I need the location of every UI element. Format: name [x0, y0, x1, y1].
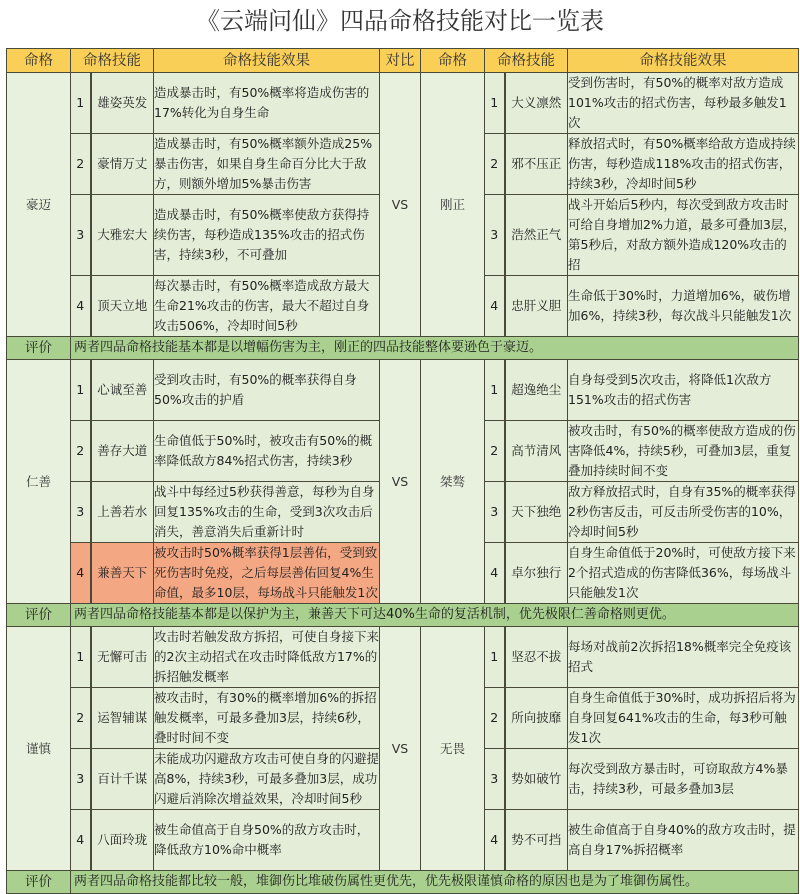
- evaluation-text: 两者四品命格技能基本都是以增幅伤害为主，刚正的四品技能整体要逊色于豪迈。: [71, 337, 799, 360]
- skill-number: 1: [71, 360, 91, 421]
- skill-effect: 受到伤害时，有50%的概率对敌方造成101%攻击的招式伤害，每秒最多触发1次: [568, 73, 799, 134]
- skill-effect: 生命低于30%时，力道增加6%，破伤增加6%，持续3秒，每次战斗只能触发1次: [568, 276, 799, 337]
- skill-effect: 未能成功闪避敌方攻击可使自身的闪避提高8%，持续3秒，可最多叠加3层，成功闪避后消除次增益效果，冷却时间5秒: [154, 749, 380, 810]
- header-right-category: 命格: [421, 49, 485, 73]
- skill-name: 豪情万丈: [91, 134, 154, 195]
- header-left-category: 命格: [7, 49, 71, 73]
- skill-number: 4: [71, 276, 91, 337]
- header-right-skill: 命格技能: [485, 49, 568, 73]
- right-category: 无畏: [421, 627, 485, 871]
- skill-number: 3: [485, 195, 505, 276]
- skill-effect: 生命值低于50%时，被攻击有50%的概率降低敌方84%招式伤害，持续3秒: [154, 421, 380, 482]
- skill-effect: 敌方释放招式时，自身有35%的概率获得2秒伤害反击，可反击所受伤害的10%，冷却时间5秒: [568, 482, 799, 543]
- skill-name: 顶天立地: [91, 276, 154, 337]
- skill-name: 天下独绝: [505, 482, 568, 543]
- skill-effect: 自身生命值低于20%时，可使敌方接下来2个招式造成的伤害降低36%，每场战斗只能触发1次: [568, 543, 799, 604]
- header-left-effect: 命格技能效果: [154, 49, 380, 73]
- skill-name: 兼善天下: [91, 543, 154, 604]
- skill-number: 4: [71, 810, 91, 871]
- skill-effect: 每次暴击时，有50%概率造成敌方最大生命21%攻击的伤害，最大不超过自身攻击506%，冷却时间5秒: [154, 276, 380, 337]
- skill-effect: 被攻击时，有50%的概率使敌方造成的伤害降低4%，持续5秒，可叠加3层，重复叠加持续时间不变: [568, 421, 799, 482]
- skill-effect: 被攻击时，有30%的概率增加6%的拆招触发概率，可最多叠加3层，持续6秒，叠时时间不变: [154, 688, 380, 749]
- skill-name: 所向披靡: [505, 688, 568, 749]
- right-category: 桀骜: [421, 360, 485, 604]
- skill-effect: 被生命值高于自身50%的敌方攻击时，降低敌方10%命中概率: [154, 810, 380, 871]
- table-row: [7, 627, 799, 688]
- skill-number: 1: [71, 73, 91, 134]
- skill-name: 高节清风: [505, 421, 568, 482]
- skill-number: 2: [71, 134, 91, 195]
- page-title: 《云端问仙》四品命格技能对比一览表: [196, 7, 604, 35]
- evaluation-text: 两者四品命格技能基本都是以保护为主，兼善天下可达40%生命的复活机制，优先极限仁善命格则更优。: [71, 604, 799, 627]
- skill-name: 大雅宏大: [91, 195, 154, 276]
- skill-name: 坚忍不拔: [505, 627, 568, 688]
- skill-name: 浩然正气: [505, 195, 568, 276]
- skill-effect: 战斗开始后5秒内，每次受到敌方攻击时可给自身增加2%力道，最多可叠加3层，第5秒后，对敌方额外造成120%攻击的招: [568, 195, 799, 276]
- skill-name: 八面玲珑: [91, 810, 154, 871]
- skill-name: 无懈可击: [91, 627, 154, 688]
- comparison-table: [6, 48, 799, 894]
- skill-number: 2: [485, 134, 505, 195]
- evaluation-row: [7, 337, 799, 360]
- skill-effect: 造成暴击时，有50%概率使敌方获得持续伤害，每秒造成135%攻击的招式伤害，持续3秒，不可叠加: [154, 195, 380, 276]
- skill-effect: 自身生命值低于30%时，成功拆招后将为自身回复641%攻击的生命，每3秒可触发1次: [568, 688, 799, 749]
- right-category: 刚正: [421, 73, 485, 337]
- evaluation-text: 两者四品命格技能都比较一般，堆御伤比堆破伤属性更优先，优先极限谨慎命格的原因也是为了堆御伤属性。: [71, 871, 799, 894]
- skill-name: 上善若水: [91, 482, 154, 543]
- skill-number: 4: [71, 543, 91, 604]
- skill-effect: 每次受到敌方暴击时，可窃取敌方4%暴击，持续3秒，可最多叠加3层: [568, 749, 799, 810]
- skill-effect: 被攻击时50%概率获得1层善佑，受到致死伤害时免疫，之后每层善佑回复4%生命值，最多10层，每场战斗只能触发1次: [154, 543, 380, 604]
- skill-effect: 每场对战前2次拆招18%概率完全免疫该招式: [568, 627, 799, 688]
- table-row: [7, 360, 799, 421]
- skill-number: 2: [71, 421, 91, 482]
- skill-effect: 释放招式时，有50%概率给敌方造成持续伤害，每秒造成118%攻击的招式伤害，持续3秒，冷却时间5秒: [568, 134, 799, 195]
- left-category: 豪迈: [7, 73, 71, 337]
- skill-name: 势不可挡: [505, 810, 568, 871]
- skill-name: 善存大道: [91, 421, 154, 482]
- skill-number: 2: [485, 421, 505, 482]
- left-category: 仁善: [7, 360, 71, 604]
- header-compare: 对比: [380, 49, 421, 73]
- skill-name: 百计千谋: [91, 749, 154, 810]
- skill-name: 卓尔独行: [505, 543, 568, 604]
- skill-number: 1: [485, 360, 505, 421]
- header-right-effect: 命格技能效果: [568, 49, 799, 73]
- skill-name: 忠肝义胆: [505, 276, 568, 337]
- skill-number: 3: [71, 749, 91, 810]
- skill-name: 邪不压正: [505, 134, 568, 195]
- skill-number: 3: [485, 482, 505, 543]
- skill-number: 4: [485, 276, 505, 337]
- skill-number: 3: [485, 749, 505, 810]
- skill-number: 4: [485, 810, 505, 871]
- vs-label: VS: [380, 360, 421, 604]
- header-left-skill: 命格技能: [71, 49, 154, 73]
- skill-number: 1: [71, 627, 91, 688]
- skill-name: 大义凛然: [505, 73, 568, 134]
- skill-effect: 战斗中每经过5秒获得善意，每秒为自身回复135%攻击的生命，受到3次攻击后消失，善意消失后重新计时: [154, 482, 380, 543]
- skill-number: 1: [485, 73, 505, 134]
- skill-name: 心诚至善: [91, 360, 154, 421]
- evaluation-label: 评价: [7, 871, 71, 894]
- left-category: 谨慎: [7, 627, 71, 871]
- evaluation-row: [7, 604, 799, 627]
- skill-effect: 受到攻击时，有50%的概率获得自身50%攻击的护盾: [154, 360, 380, 421]
- skill-number: 4: [485, 543, 505, 604]
- skill-name: 运智辅谋: [91, 688, 154, 749]
- skill-effect: 被生命值高于自身40%的敌方攻击时，提高自身17%拆招概率: [568, 810, 799, 871]
- skill-effect: 攻击时若触发敌方拆招，可使自身接下来的2次主动招式在攻击时降低敌方17%的拆招触发概率: [154, 627, 380, 688]
- skill-number: 2: [71, 688, 91, 749]
- skill-number: 3: [71, 482, 91, 543]
- vs-label: VS: [380, 627, 421, 871]
- evaluation-row: [7, 871, 799, 894]
- skill-number: 2: [485, 688, 505, 749]
- vs-label: VS: [380, 73, 421, 337]
- skill-name: 超逸绝尘: [505, 360, 568, 421]
- skill-name: 势如破竹: [505, 749, 568, 810]
- header-row: [7, 49, 799, 73]
- skill-effect: 自身每受到5次攻击，将降低1次敌方151%攻击的招式伤害: [568, 360, 799, 421]
- table-row: [7, 73, 799, 134]
- skill-effect: 造成暴击时，有50%概率将造成伤害的17%转化为自身生命: [154, 73, 380, 134]
- evaluation-label: 评价: [7, 604, 71, 627]
- evaluation-label: 评价: [7, 337, 71, 360]
- skill-number: 1: [485, 627, 505, 688]
- skill-number: 3: [71, 195, 91, 276]
- skill-name: 雄姿英发: [91, 73, 154, 134]
- skill-effect: 造成暴击时，有50%概率额外造成25%暴击伤害，如果自身生命百分比大于敌方，则额外增加5%暴击伤害: [154, 134, 380, 195]
